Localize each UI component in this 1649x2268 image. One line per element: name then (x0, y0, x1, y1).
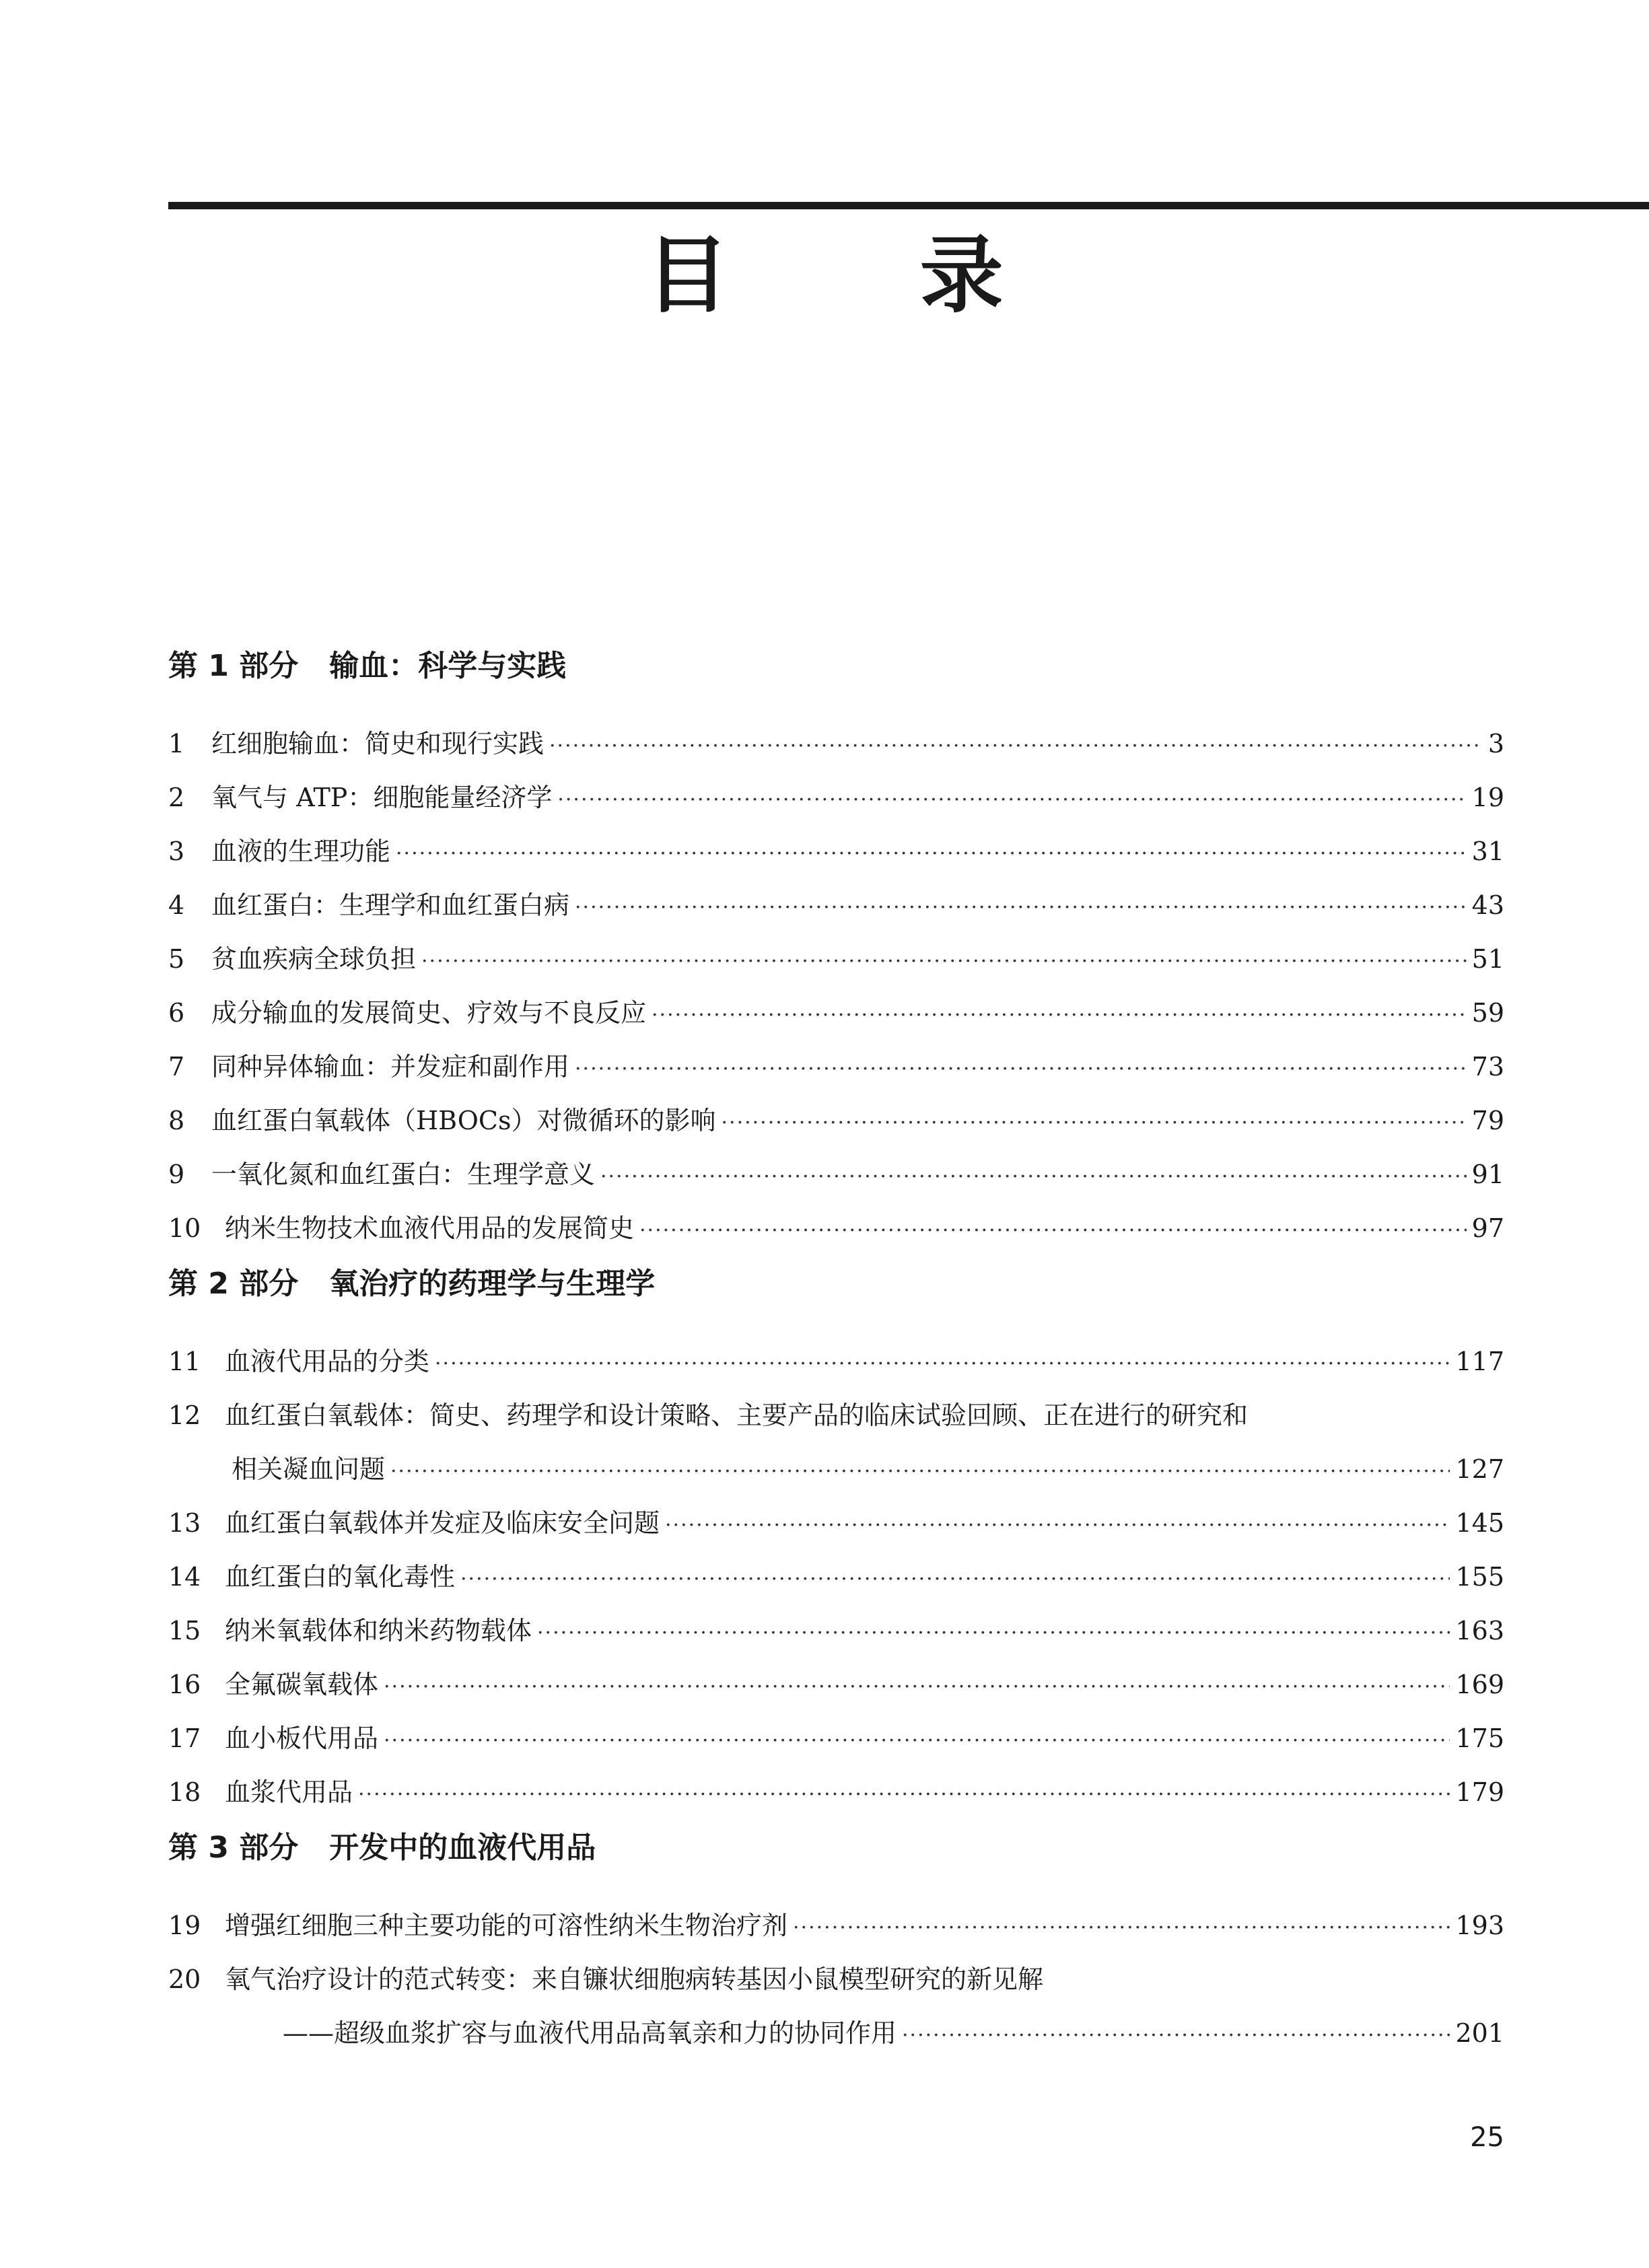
dot-leader (902, 2009, 1450, 2063)
page-ref: 169 (1455, 1670, 1504, 1699)
toc-entry-3[interactable] (168, 824, 1504, 878)
chapter-title: 全氟碳氧载体 (225, 1670, 379, 1699)
part-number: 第 2 部分 (168, 1267, 299, 1301)
chapter-number: 11 (168, 1347, 201, 1376)
dot-leader (358, 1768, 1450, 1822)
table-of-contents (168, 643, 1504, 2060)
page-ref: 91 (1471, 1160, 1504, 1189)
toc-entry-15[interactable] (168, 1604, 1504, 1658)
dot-leader (639, 1204, 1467, 1258)
page-ref: 155 (1455, 1562, 1504, 1592)
page-title: 目 录 (645, 227, 1084, 324)
dot-leader (384, 1660, 1450, 1714)
chapter-number: 8 (168, 1106, 185, 1135)
dot-leader (460, 1553, 1450, 1606)
chapter-title: 纳米氧载体和纳米药物载体 (225, 1616, 532, 1645)
chapter-title: 一氧化氮和血红蛋白：生理学意义 (211, 1160, 596, 1189)
page-ref: 97 (1471, 1213, 1504, 1243)
toc-entry-14[interactable] (168, 1550, 1504, 1604)
chapter-title: 血红蛋白氧载体（HBOCs）对微循环的影响 (211, 1106, 716, 1135)
dot-leader (421, 935, 1467, 989)
chapter-title: 纳米生物技术血液代用品的发展简史 (225, 1213, 635, 1243)
page-ref: 179 (1455, 1777, 1504, 1807)
page-ref: 51 (1471, 944, 1504, 974)
chapter-subtitle: ——超级血浆扩容与血液代用品高氧亲和力的协同作用 (283, 2018, 897, 2048)
part-heading-2 (168, 1261, 1504, 1308)
page-ref: 201 (1455, 2018, 1504, 2048)
chapter-title: 血红蛋白氧载体并发症及临床安全问题 (225, 1508, 660, 1538)
chapter-title: 氧气与 ATP：细胞能量经济学 (211, 783, 553, 812)
chapter-title: 血小板代用品 (225, 1724, 379, 1753)
toc-entry-16[interactable] (168, 1658, 1504, 1711)
dot-leader (575, 881, 1467, 935)
toc-entry-18[interactable] (168, 1765, 1504, 1819)
dot-leader (537, 1606, 1450, 1660)
page-ref: 31 (1471, 837, 1504, 866)
chapter-number: 12 (168, 1401, 201, 1430)
page-ref: 163 (1455, 1616, 1504, 1645)
toc-entry-20-subtitle[interactable] (168, 2006, 1504, 2060)
chapter-number: 13 (168, 1508, 201, 1538)
part-title: 输血：科学与实践 (329, 649, 567, 683)
dot-leader (396, 827, 1467, 881)
part-heading-1 (168, 643, 1504, 690)
chapter-title: 血红蛋白氧载体：简史、药理学和设计策略、主要产品的临床试验回顾、正在进行的研究和 (225, 1401, 1249, 1430)
dot-leader (652, 989, 1467, 1042)
dot-leader (722, 1096, 1467, 1150)
page-ref: 79 (1471, 1106, 1504, 1135)
dot-leader (575, 1042, 1467, 1096)
toc-entry-5[interactable] (168, 932, 1504, 986)
toc-entry-1[interactable] (168, 717, 1504, 771)
toc-entry-20[interactable] (168, 1952, 1504, 2006)
part-number: 第 3 部分 (168, 1831, 299, 1865)
page-ref: 3 (1487, 729, 1504, 758)
chapter-number: 14 (168, 1562, 201, 1592)
page-ref: 127 (1455, 1454, 1504, 1484)
chapter-title: 贫血疾病全球负担 (211, 944, 417, 974)
chapter-title: 氧气治疗设计的范式转变：来自镰状细胞病转基因小鼠模型研究的新见解 (225, 1964, 1044, 1994)
chapter-number: 4 (168, 890, 185, 920)
chapter-number: 20 (168, 1964, 201, 1994)
toc-entry-9[interactable] (168, 1147, 1504, 1201)
toc-entry-6[interactable] (168, 986, 1504, 1040)
page-ref: 117 (1455, 1347, 1504, 1376)
part-heading-3 (168, 1824, 1504, 1872)
dot-leader (435, 1337, 1450, 1391)
part-title: 开发中的血液代用品 (329, 1831, 596, 1865)
page-ref: 73 (1471, 1052, 1504, 1082)
chapter-number: 2 (168, 783, 185, 812)
dot-leader (665, 1499, 1450, 1553)
toc-entry-12-cont[interactable] (168, 1442, 1504, 1496)
chapter-number: 17 (168, 1724, 201, 1753)
page-ref: 175 (1455, 1724, 1504, 1753)
part-title: 氧治疗的药理学与生理学 (329, 1267, 656, 1301)
page-ref: 19 (1471, 783, 1504, 812)
toc-entry-8[interactable] (168, 1094, 1504, 1147)
chapter-title: 成分输血的发展简史、疗效与不良反应 (211, 998, 647, 1028)
part-number: 第 1 部分 (168, 649, 299, 683)
toc-entry-13[interactable] (168, 1496, 1504, 1550)
top-rule (168, 202, 1649, 209)
chapter-title: 血浆代用品 (225, 1777, 353, 1807)
toc-entry-10[interactable] (168, 1201, 1504, 1255)
toc-entry-4[interactable] (168, 878, 1504, 932)
chapter-number: 18 (168, 1777, 201, 1807)
dot-leader (557, 773, 1466, 827)
page-number: 25 (1470, 2122, 1504, 2153)
dot-leader (390, 1445, 1450, 1499)
toc-entry-2[interactable] (168, 771, 1504, 824)
chapter-title: 血红蛋白：生理学和血红蛋白病 (211, 890, 570, 920)
dot-leader (384, 1714, 1450, 1768)
chapter-number: 16 (168, 1670, 201, 1699)
page-ref: 193 (1455, 1911, 1504, 1940)
dot-leader (600, 1150, 1467, 1204)
chapter-title: 血液代用品的分类 (225, 1347, 430, 1376)
page-ref: 43 (1471, 890, 1504, 920)
chapter-number: 5 (168, 944, 185, 974)
chapter-number: 3 (168, 837, 185, 866)
dot-leader (549, 719, 1483, 773)
toc-entry-19[interactable] (168, 1899, 1504, 1952)
chapter-number: 19 (168, 1911, 201, 1940)
toc-entry-11[interactable] (168, 1335, 1504, 1388)
dot-leader (793, 1901, 1450, 1955)
chapter-title-continued: 相关凝血问题 (232, 1454, 386, 1484)
chapter-number: 9 (168, 1160, 185, 1189)
toc-entry-7[interactable] (168, 1040, 1504, 1094)
chapter-number: 7 (168, 1052, 185, 1082)
toc-entry-17[interactable] (168, 1711, 1504, 1765)
chapter-number: 10 (168, 1213, 201, 1243)
page-ref: 145 (1455, 1508, 1504, 1538)
chapter-number: 6 (168, 998, 185, 1028)
chapter-number: 1 (168, 729, 185, 758)
chapter-title: 血液的生理功能 (211, 837, 391, 866)
toc-entry-12[interactable] (168, 1388, 1504, 1442)
chapter-title: 增强红细胞三种主要功能的可溶性纳米生物治疗剂 (225, 1911, 788, 1940)
chapter-title: 血红蛋白的氧化毒性 (225, 1562, 456, 1592)
chapter-title: 红细胞输血：简史和现行实践 (211, 729, 545, 758)
chapter-title: 同种异体输血：并发症和副作用 (211, 1052, 570, 1082)
chapter-number: 15 (168, 1616, 201, 1645)
page-ref: 59 (1471, 998, 1504, 1028)
